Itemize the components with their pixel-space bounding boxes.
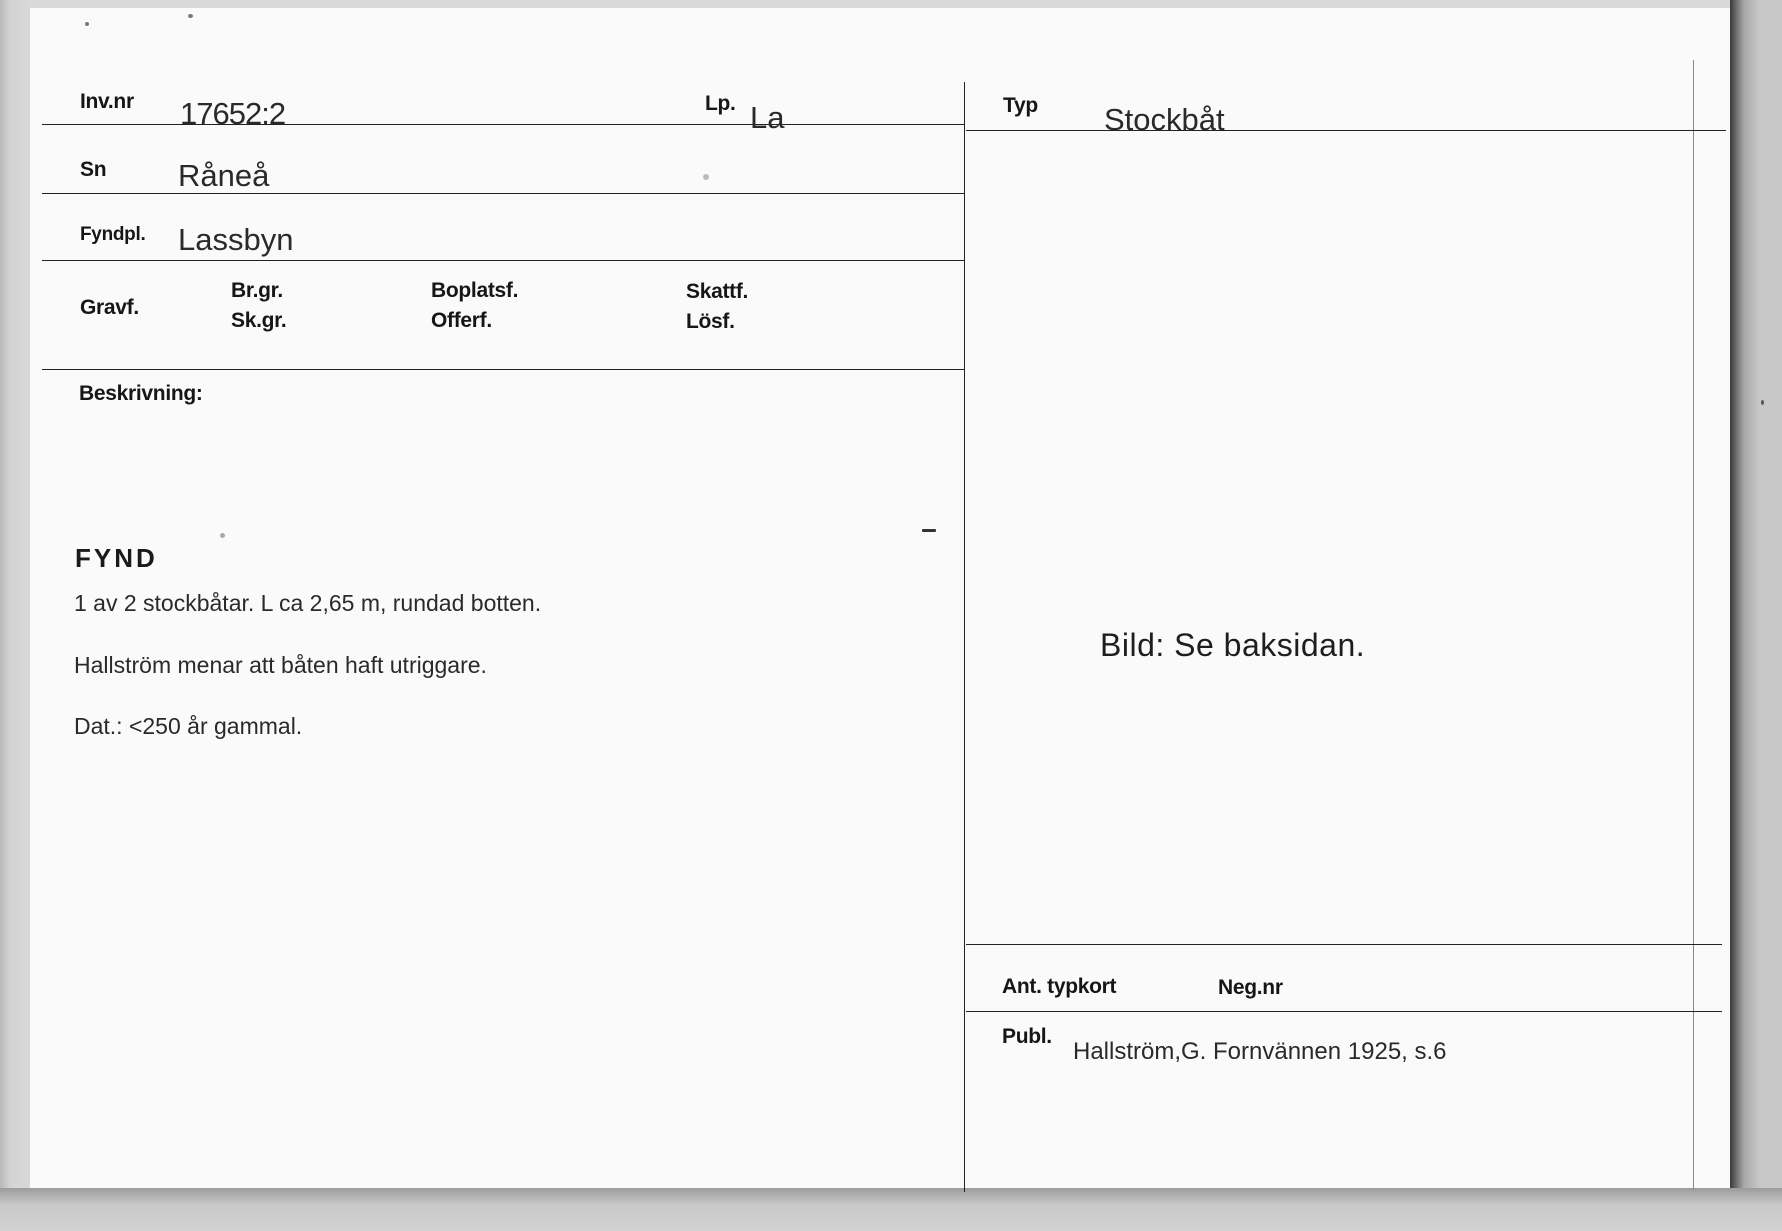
bild-note: Bild: Se baksidan. bbox=[1100, 627, 1366, 663]
beskrivning-label: Beskrivning: bbox=[79, 382, 203, 405]
gravf-label: Gravf. bbox=[80, 296, 139, 319]
right-border bbox=[1693, 60, 1694, 1190]
center-divider bbox=[964, 82, 965, 1192]
fyndpl-value: Lassbyn bbox=[178, 222, 294, 257]
sk-gr-label: Sk.gr. bbox=[231, 309, 287, 332]
fynd-line: 1 av 2 stockbåtar. L ca 2,65 m, rundad botten. bbox=[74, 590, 542, 616]
boplatsf-label: Boplatsf. bbox=[431, 279, 519, 302]
inv-nr-label: Inv.nr bbox=[80, 90, 134, 113]
rule-categories bbox=[42, 369, 964, 370]
inv-nr-value: 17652:2 bbox=[180, 96, 286, 131]
sn-value: Råneå bbox=[178, 158, 270, 193]
offerf-label: Offerf. bbox=[431, 309, 492, 332]
card-edge-shadow bbox=[1730, 0, 1782, 1231]
speck bbox=[1761, 400, 1764, 405]
rule-typ bbox=[966, 130, 1726, 131]
sn-label: Sn bbox=[80, 158, 107, 181]
skattf-label: Skattf. bbox=[686, 280, 749, 303]
br-gr-label: Br.gr. bbox=[231, 279, 283, 302]
rule-fyndpl bbox=[42, 260, 964, 261]
speck bbox=[922, 529, 936, 532]
bottom-shadow bbox=[0, 1188, 1782, 1231]
speck bbox=[703, 174, 709, 180]
ant-typkort-label: Ant. typkort bbox=[1002, 975, 1117, 998]
neg-nr-label: Neg.nr bbox=[1218, 976, 1283, 999]
fyndpl-label: Fyndpl. bbox=[80, 224, 146, 245]
lp-label: Lp. bbox=[705, 92, 736, 115]
fynd-line: Dat.: <250 år gammal. bbox=[74, 713, 303, 739]
speck bbox=[220, 533, 225, 538]
losf-label: Lösf. bbox=[686, 310, 735, 333]
speck bbox=[85, 22, 89, 26]
lp-value: La bbox=[750, 100, 785, 135]
fynd-heading: FYND bbox=[75, 543, 158, 573]
publ-value: Hallström,G. Fornvännen 1925, s.6 bbox=[1073, 1038, 1447, 1065]
rule-ant-typkort-top bbox=[966, 944, 1722, 945]
typ-value: Stockbåt bbox=[1104, 102, 1225, 137]
publ-label: Publ. bbox=[1002, 1025, 1052, 1048]
fynd-line: Hallström menar att båten haft utriggare. bbox=[74, 652, 487, 678]
rule-ant-typkort-bottom bbox=[966, 1011, 1722, 1012]
typ-label: Typ bbox=[1003, 94, 1038, 117]
speck bbox=[188, 14, 193, 18]
